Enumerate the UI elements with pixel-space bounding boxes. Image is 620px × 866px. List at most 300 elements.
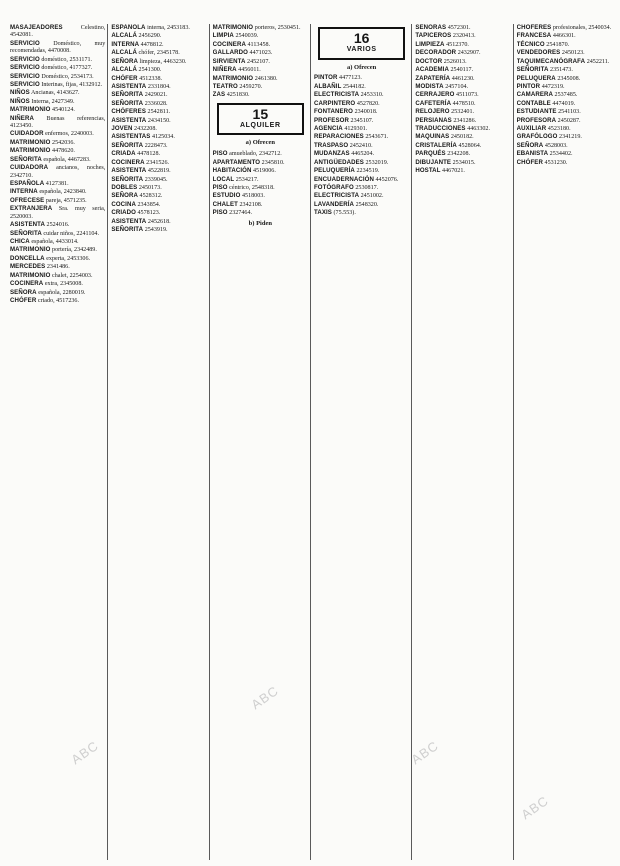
ad-heading: AGENCIA — [313, 124, 343, 132]
ad-heading: CUIDADOR — [10, 130, 44, 138]
ad-heading: HOSTAL — [415, 167, 441, 175]
ad-text: 4531230. — [544, 159, 568, 166]
ad-text: 2339045. — [144, 176, 168, 183]
ad-text: 2534015. — [452, 159, 476, 166]
ad-heading: ELECTRICISTA — [313, 192, 360, 200]
classified-ad — [314, 74, 409, 82]
ad-heading: LOCAL — [212, 175, 235, 183]
ad-text: extra, 2345008. — [44, 281, 83, 288]
classified-ad — [10, 139, 105, 147]
ad-heading: MAQUINAS — [415, 133, 450, 141]
ad-text: 4456011. — [238, 67, 261, 74]
classified-ad — [111, 91, 206, 99]
ad-heading: SEÑORITA — [111, 91, 144, 99]
classified-ad — [10, 221, 105, 229]
ad-text: 4463302. — [467, 126, 490, 133]
ad-text: 4528003. — [544, 142, 568, 149]
ad-text: 2341219. — [559, 134, 582, 141]
ad-text: enfermos, 2240003. — [45, 131, 94, 138]
ad-heading: DIBUJANTE — [415, 158, 452, 166]
classified-ad — [10, 147, 105, 155]
classified-ad — [314, 125, 409, 133]
ad-heading: PISO — [212, 150, 228, 158]
classified-ad — [10, 180, 105, 188]
ad-heading: MATRIMONIO — [10, 138, 51, 146]
ad-text: 2429021. — [144, 92, 168, 99]
classified-ad — [517, 142, 612, 150]
classified-ad — [314, 108, 409, 116]
classified-ad — [111, 167, 206, 175]
ad-heading: PINTOR — [516, 82, 541, 90]
classified-ad — [213, 49, 308, 57]
classified-ad — [10, 115, 105, 131]
ad-heading: TÉCNICO — [516, 40, 545, 48]
ad-heading: TRASPASO — [313, 141, 349, 149]
section-number: 15 — [252, 105, 269, 122]
ad-heading: LIMPIEZA — [415, 40, 445, 48]
ad-heading: CHÓFERES — [111, 108, 146, 116]
classified-ad — [10, 263, 105, 271]
ad-heading: ACADEMIA — [415, 66, 449, 74]
classified-ad — [10, 164, 105, 180]
ad-heading: SEÑORA — [10, 288, 37, 296]
ad-heading: PARQUÉS — [415, 150, 446, 158]
classified-ad — [213, 201, 308, 209]
ad-heading: NIÑERA — [212, 66, 237, 74]
classified-ad — [213, 32, 308, 40]
classified-ad — [415, 159, 510, 167]
ad-text: 2432208. — [134, 126, 157, 133]
ad-heading: COCINA — [111, 200, 136, 208]
ad-text: porteros, 2530451. — [254, 25, 301, 31]
ad-heading: TEATRO — [212, 82, 238, 90]
classified-ad — [10, 56, 105, 64]
classified-ad — [10, 89, 105, 97]
classified-ad — [10, 24, 105, 40]
classified-ad — [517, 133, 612, 141]
ad-text: Doméstico, 2534173. — [41, 73, 94, 80]
ad-heading: RELOJERO — [415, 108, 450, 116]
ad-text: 4478128. — [137, 151, 161, 158]
classified-ad — [415, 41, 510, 49]
ad-heading: ASISTENTA — [111, 116, 147, 124]
classified-ad — [213, 58, 308, 66]
ad-text: 2452211. — [586, 58, 610, 65]
classified-ad — [517, 66, 612, 74]
ad-text: 2526013. — [443, 58, 467, 65]
ad-text: 2341286. — [453, 117, 477, 124]
ad-text: 4522819. — [147, 168, 171, 175]
ad-heading: FRANCESA — [516, 32, 552, 40]
classified-ad — [111, 150, 206, 158]
classified-ad — [314, 201, 409, 209]
classified-ad — [517, 75, 612, 83]
ad-heading: SEÑORA — [516, 141, 544, 149]
ad-heading: GRAFÓLOGO — [516, 133, 558, 141]
ad-text: 2450173. — [138, 185, 162, 192]
ad-heading: ALCALÁ — [111, 32, 137, 40]
classified-ad — [111, 83, 206, 91]
ad-heading: CHALET — [212, 200, 238, 208]
ad-heading: TAPICEROS — [415, 32, 452, 40]
ad-text: ancianos, noches, 2342710. — [10, 165, 106, 179]
section-subhead: a) Ofrecen — [346, 63, 377, 71]
ad-text: 2336028. — [144, 100, 168, 107]
ad-text: 2541300. — [138, 67, 162, 74]
ad-heading: ASISTENTA — [111, 217, 147, 225]
classified-ad — [111, 49, 206, 57]
classified-ad — [111, 125, 206, 133]
classified-ad — [10, 230, 105, 238]
ad-heading: SERVICIO — [10, 72, 40, 80]
classified-ad — [415, 100, 510, 108]
watermark: ABC — [68, 737, 102, 768]
ad-text: 2320413. — [452, 33, 476, 40]
column-5 — [415, 24, 513, 860]
ad-heading: SEÑORA — [111, 57, 138, 65]
ad-heading: COCINERA — [212, 40, 246, 48]
ad-heading: PISO — [212, 183, 228, 191]
ad-text: 4519006. — [253, 168, 276, 175]
ad-text: 2234519. — [356, 168, 380, 175]
ad-heading: ESPAÑOLA — [10, 180, 45, 188]
ad-text: 2345008. — [557, 75, 581, 82]
classified-ad — [10, 280, 105, 288]
classified-ad — [213, 167, 308, 175]
section-header — [217, 103, 304, 136]
classified-ad — [10, 188, 105, 196]
column-1 — [10, 24, 108, 860]
classified-ad — [111, 159, 206, 167]
watermark: ABC — [518, 792, 552, 823]
watermark: ABC — [248, 682, 282, 713]
ad-heading: CAFETERÍA — [415, 99, 452, 107]
classified-ad — [213, 91, 308, 99]
ad-text: Celestino, 4542081. — [10, 25, 106, 39]
ad-heading: ELECTRICISTA — [313, 91, 360, 99]
ad-heading: ZAPATERÍA — [415, 74, 451, 82]
ad-heading: FONTANERO — [313, 108, 354, 116]
ad-heading: NIÑERA — [10, 114, 34, 122]
ad-text: 2461380. — [254, 75, 278, 82]
ad-text: española, 4467283. — [43, 156, 91, 163]
ad-text: 2450287. — [557, 117, 581, 124]
ad-text: 4478812. — [140, 41, 164, 48]
ad-text: 2450182. — [450, 134, 474, 141]
ad-heading: REPARACIONES — [313, 133, 364, 141]
classified-ad — [10, 130, 105, 138]
classified-ad — [415, 24, 510, 32]
classified-ad — [517, 32, 612, 40]
classified-ad — [314, 133, 409, 141]
ad-heading: MUDANZAS — [313, 150, 350, 158]
ad-text: 4466301. — [552, 33, 576, 40]
ad-heading: CHICA — [10, 237, 30, 245]
ad-text: 2459270. — [239, 83, 263, 90]
ad-text: 2432907. — [457, 50, 481, 57]
ad-text: 4512338. — [139, 75, 163, 82]
ad-heading: COCINERA — [10, 280, 44, 288]
ad-text: 2543671. — [365, 134, 389, 141]
section-title: VARIOS — [346, 46, 377, 53]
ad-text: experta, 2453306. — [46, 255, 91, 262]
ad-text: 4461230. — [451, 75, 475, 82]
ad-heading: ALCALÁ — [111, 66, 137, 74]
classified-ad — [111, 24, 206, 32]
ad-text: española, 2280019. — [38, 289, 86, 296]
classified-ad — [213, 150, 308, 158]
classified-ad — [517, 41, 612, 49]
ad-heading: ALBAÑIL — [313, 82, 342, 90]
ad-heading: ASISTENTA — [111, 167, 147, 175]
ad-text: 4251830. — [226, 92, 250, 99]
classified-ad — [415, 150, 510, 158]
classified-ad — [213, 176, 308, 184]
ad-heading: ZAS — [212, 91, 226, 99]
classified-ad — [314, 117, 409, 125]
classified-ad — [10, 73, 105, 81]
classified-ad — [415, 117, 510, 125]
ad-heading: CHÓFER — [516, 158, 543, 166]
ad-text: 2340018. — [354, 109, 378, 116]
classified-ad — [10, 156, 105, 164]
ad-text: 2453310. — [360, 92, 384, 99]
ad-heading: MATRIMONIO — [10, 246, 51, 254]
ad-text: 4528312. — [139, 193, 163, 200]
section-title: ALQUILER — [240, 121, 281, 129]
ad-text: 2530817. — [355, 184, 379, 191]
ad-text: 4478620. — [52, 148, 75, 155]
ad-heading: TRADUCCIONES — [415, 125, 466, 133]
classified-ad — [314, 159, 409, 167]
ad-text: 2540039. — [235, 33, 259, 40]
ad-text: 2434150. — [147, 117, 171, 124]
classified-ad — [111, 75, 206, 83]
classified-ad — [10, 197, 105, 205]
ad-text: Interinas, fijas, 4132912. — [41, 81, 103, 88]
classified-ad — [415, 66, 510, 74]
ad-text: 4572301. — [447, 25, 471, 31]
ad-text: Doméstico, muy recomendadas, 4470008. — [10, 40, 106, 55]
ad-text: 2537485. — [554, 92, 578, 99]
classified-ad — [314, 209, 409, 217]
ad-text: 2343854. — [137, 201, 161, 208]
classified-ad — [415, 133, 510, 141]
ad-text: céntrico, 2548318. — [229, 184, 275, 191]
ad-heading: ESTUDIO — [212, 192, 241, 200]
ad-text: 2541103. — [558, 109, 581, 116]
classified-ad — [111, 192, 206, 200]
classified-ad — [213, 159, 308, 167]
ad-heading: MODISTA — [415, 82, 444, 90]
ad-heading: TAQUIMECANÓGRAFA — [516, 57, 586, 65]
ad-heading: MATRIMONIO — [212, 74, 254, 82]
classified-ad — [111, 41, 206, 49]
ad-heading: MASAJEADORES — [10, 24, 63, 31]
ad-text: 2450123. — [561, 50, 585, 57]
classified-ad — [111, 133, 206, 141]
ad-heading: CARPINTERO — [313, 99, 356, 107]
classified-ad — [213, 75, 308, 83]
classified-ad — [111, 117, 206, 125]
ad-text: 4474019. — [552, 100, 576, 107]
classified-ad — [111, 209, 206, 217]
classified-ad — [314, 167, 409, 175]
classified-ad — [314, 192, 409, 200]
classified-ad — [111, 100, 206, 108]
classified-ad — [213, 41, 308, 49]
classified-ad — [415, 49, 510, 57]
classified-ad — [111, 142, 206, 150]
ad-heading: CAMARERA — [516, 91, 553, 99]
ad-text: 4472319. — [541, 83, 565, 90]
classified-ad — [111, 32, 206, 40]
classified-ad — [111, 218, 206, 226]
classified-ad — [111, 66, 206, 74]
ad-text: 4578123. — [137, 210, 161, 217]
ad-text: profesionales, 2540034. — [552, 25, 612, 31]
watermark: ABC — [408, 737, 442, 768]
ad-text: 2544182. — [342, 83, 366, 90]
classified-ad — [314, 91, 409, 99]
classified-ad — [314, 83, 409, 91]
ad-heading: EBANISTA — [516, 150, 549, 158]
ad-heading: CONTABLE — [516, 99, 551, 107]
ad-text: 2342108. — [239, 201, 263, 208]
columns — [10, 24, 614, 860]
ad-text: 4477123. — [339, 75, 362, 82]
ad-heading: MATRIMONIO — [212, 24, 254, 31]
ad-text: criado, 4517236. — [37, 297, 79, 304]
classified-ad — [10, 272, 105, 280]
classified-ad — [10, 238, 105, 246]
classified-ad — [213, 83, 308, 91]
ad-text: 2534402. — [549, 151, 573, 158]
classified-ad — [517, 24, 612, 32]
classified-page — [10, 24, 614, 860]
ad-heading: ALCALÁ — [111, 49, 137, 57]
classified-ad — [213, 192, 308, 200]
ad-heading: MATRIMONIO — [10, 271, 51, 279]
ad-heading: NIÑOS — [10, 97, 30, 105]
classified-ad — [111, 176, 206, 184]
ad-heading: INTERNA — [10, 188, 38, 196]
ad-heading: PROFESOR — [313, 116, 349, 124]
ad-heading: SERVICIO — [10, 39, 40, 47]
classified-ad — [10, 246, 105, 254]
ad-heading: SEÑORITA — [516, 66, 549, 74]
ad-text: 2351473. — [550, 67, 573, 74]
ad-heading: HABITACIÓN — [212, 167, 252, 175]
section-number: 16 — [353, 30, 370, 46]
ad-heading: LIMPIA — [212, 32, 234, 40]
ad-heading: CERRAJERO — [415, 91, 455, 99]
ad-text: 2452410. — [349, 142, 373, 149]
ad-heading: EXTRANJERA — [10, 205, 53, 213]
classified-ad — [415, 75, 510, 83]
ad-text: 2327464. — [229, 210, 253, 217]
ad-text: 2541870. — [546, 41, 570, 48]
classified-ad — [213, 209, 308, 217]
ad-heading: OFRECESE — [10, 196, 45, 204]
ad-text: 4127381. — [45, 181, 69, 188]
ad-text: 4465204. — [351, 151, 375, 158]
section-subhead: b) Piden — [248, 219, 272, 227]
ad-text: 2456290. — [138, 33, 162, 40]
classified-ad — [314, 150, 409, 158]
ad-text: 2342208. — [447, 151, 471, 158]
ad-text: 4540124. — [52, 107, 75, 114]
ad-heading: ASISTENTAS — [111, 133, 151, 141]
ad-heading: SEÑORITA — [111, 175, 144, 183]
ad-text: doméstico, 4177327. — [41, 65, 93, 72]
ad-text: 4511073. — [456, 92, 479, 99]
ad-heading: COCINERA — [111, 158, 145, 166]
ad-text: pareja, 4571235. — [45, 197, 87, 204]
ad-text: 2451002. — [360, 193, 384, 200]
ad-heading: FOTÓGRAFO — [313, 183, 354, 191]
ad-heading: SEÑORITA — [111, 99, 144, 107]
ad-text: 2341486. — [46, 264, 70, 271]
section-header — [318, 27, 405, 60]
ad-heading: DOCTOR — [415, 57, 443, 65]
ad-text: 2524016. — [46, 222, 70, 229]
ad-heading: AUXILIAR — [516, 125, 547, 133]
ad-text: 4113458. — [247, 41, 271, 48]
ad-heading: APARTAMENTO — [212, 158, 261, 166]
ad-heading: ASISTENTA — [10, 221, 45, 229]
classified-ad — [415, 167, 510, 175]
ad-heading: SIRVIENTA — [212, 57, 246, 65]
ad-text: 2452618. — [147, 218, 171, 225]
classified-ad — [517, 108, 612, 116]
ad-heading: PISO — [212, 209, 228, 217]
ad-heading: SEÑORA — [111, 192, 138, 200]
ad-heading: JOVEN — [111, 125, 133, 133]
ad-text: 2540117. — [450, 67, 474, 74]
ad-heading: MERCEDES — [10, 263, 46, 271]
ad-text: Interna, 2427349. — [31, 98, 75, 105]
ad-heading: SERVICIO — [10, 80, 40, 88]
classified-ad — [111, 58, 206, 66]
classified-ad — [10, 205, 105, 221]
ad-heading: CRIADO — [111, 209, 136, 217]
classified-ad — [10, 255, 105, 263]
classified-ad — [415, 91, 510, 99]
classified-ad — [10, 81, 105, 89]
classified-ad — [517, 100, 612, 108]
ad-text: 4452076. — [375, 176, 399, 183]
ad-heading: SEÑORITA — [111, 141, 144, 149]
classified-ad — [415, 58, 510, 66]
ad-heading: TAXIS — [313, 209, 332, 217]
classified-ad — [314, 184, 409, 192]
ad-text: Ancianas, 4143627. — [31, 90, 80, 97]
ad-heading: SERVICIO — [10, 64, 40, 72]
classified-ad — [517, 117, 612, 125]
classified-ad — [517, 49, 612, 57]
ad-text: 2548320. — [355, 201, 379, 208]
ad-text: 4467021. — [442, 168, 465, 175]
ad-text: 2452107. — [247, 58, 270, 65]
ad-text: 2532019. — [365, 159, 389, 166]
ad-text: portería, 2342489. — [52, 247, 97, 254]
ad-text: 4512370. — [446, 41, 469, 48]
ad-text: 2345107. — [350, 117, 374, 124]
classified-ad — [517, 150, 612, 158]
ad-heading: PINTOR — [313, 74, 338, 82]
classified-ad — [213, 24, 308, 32]
